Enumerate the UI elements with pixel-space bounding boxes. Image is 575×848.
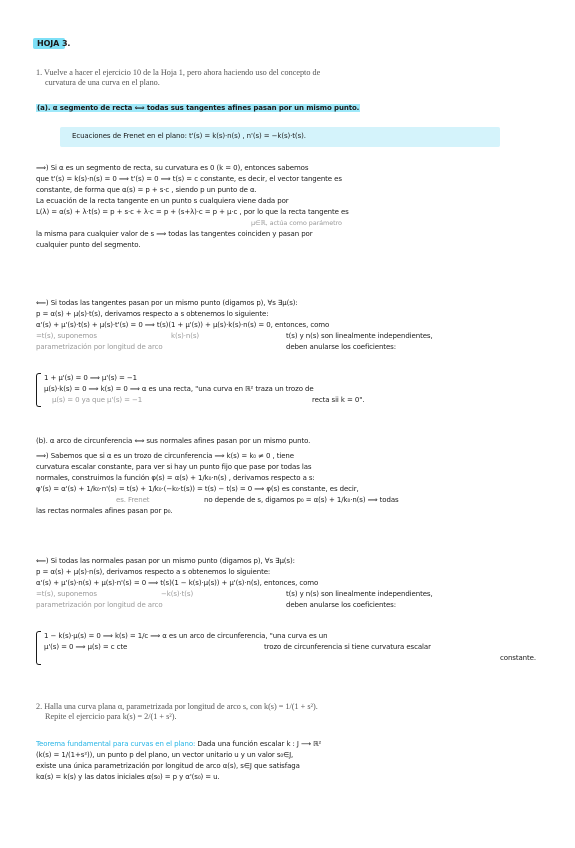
note-line — [44, 395, 548, 406]
note-line — [36, 589, 548, 600]
margin-note: −k(s)·t(s) — [161, 590, 194, 598]
text-line: L(λ) = α(s) + λ·t(s) = p + s·c + λ·c = p + (s+λ)·c = p + μ·c , por lo que la recta tangente es — [36, 208, 349, 216]
text-line: no depende de s, digamos p₀ = α(s) + 1/k₀·n(s) ⟹ todas — [204, 496, 399, 504]
note-line — [36, 331, 548, 342]
text-line: ⟹) Sabemos que si α es un trozo de circunferencia ⟹ k(s) = k₀ ≠ 0 , tiene — [36, 452, 294, 460]
part-b-title: (b). α arco de circunferencia ⟺ sus normales afines pasan por un mismo punto. — [36, 437, 311, 445]
margin-note: μ∈ℝ, actúa como parámetro — [251, 219, 342, 227]
text-line: constante, de forma que α(s) = p + s·c , siendo p un punto de α. — [36, 186, 257, 194]
part-a-title-text: (a). α segmento de recta ⟺ todas sus tangentes afines pasan por un mismo punto. — [37, 104, 360, 112]
theorem-label: Teorema fundamental para curvas en el plano: — [36, 740, 196, 748]
part-a-system — [44, 373, 548, 406]
text-line: ⟸) Si todas las normales pasan por un mismo punto (digamos p), ∀s ∃μ(s): — [36, 557, 295, 565]
equation-line: 1 − k(s)·μ(s) = 0 ⟹ k(s) = 1/c ⟹ α es un arco de circunferencia, "una curva es un — [44, 632, 328, 640]
part-a-forward — [36, 163, 548, 251]
margin-note: k(s)·n(s) — [171, 332, 200, 340]
text-line: ⟸) Si todas las tangentes pasan por un mismo punto (digamos p), ∀s ∃μ(s): — [36, 299, 298, 307]
text-line: p = α(s) + μ(s)·n(s), derivamos respecto a s obtenemos lo siguiente: — [36, 568, 271, 576]
text-line: ⟹) Si α es un segmento de recta, su curvatura es 0 (k = 0), entonces sabemos — [36, 164, 309, 172]
text-line: kα(s) = k(s) y las datos iniciales α(s₀) = p y α'(s₀) = u. — [36, 773, 220, 781]
part-b-system — [44, 631, 548, 664]
note-line — [44, 642, 548, 653]
equation-line: 1 + μ'(s) = 0 ⟹ μ'(s) = −1 — [44, 374, 138, 382]
exercise-2-prompt-line: Repite el ejercicio para k(s) = 2/(1 + s²). — [45, 712, 177, 721]
margin-note: μ(s) = 0 ya que μ'(s) = −1 — [52, 396, 143, 404]
text-line: α'(s) + μ'(s)·t(s) + μ(s)·t'(s) = 0 ⟹ t(s)(1 + μ'(s)) + μ(s)·k(s)·n(s) = 0, entonces, como — [36, 321, 330, 329]
text-line: t(s) y n(s) son linealmente independientes, — [286, 590, 433, 598]
text-line: normales, construimos la función φ(s) = α(s) + 1/k₀·n(s) , derivamos respecto a s: — [36, 474, 315, 482]
fundamental-theorem — [36, 739, 548, 783]
text-line: las rectas normales afines pasan por p₀. — [36, 507, 173, 515]
margin-note: es. Frenet — [116, 496, 150, 504]
system-brace — [36, 373, 41, 407]
exercise-2-prompt-line: 2. Halla una curva plana α, parametrizada por longitud de arco s, con k(s) = 1/(1 + s²). — [36, 702, 318, 711]
text-line: existe una única parametrización por longitud de arco α(s), s∈J que satisfaga — [36, 762, 300, 770]
note-line — [36, 342, 548, 353]
frenet-equations: Ecuaciones de Frenet en el plano: t'(s) = k(s)·n(s) , n'(s) = −k(s)·t(s). — [72, 132, 306, 140]
exercise-1-prompt-line: curvatura de una curva en el plano. — [45, 78, 160, 87]
note-line — [36, 495, 548, 506]
text-line: t(s) y n(s) son linealmente independientes, — [286, 332, 433, 340]
text-line: constante. — [500, 654, 536, 662]
exercise-2-prompt — [36, 702, 548, 722]
text-line: α'(s) + μ'(s)·n(s) + μ(s)·n'(s) = 0 ⟹ t(s)(1 − k(s)·μ(s)) + μ'(s)·n(s), entonces, como — [36, 579, 319, 587]
equation-line: μ(s)·k(s) = 0 ⟹ k(s) = 0 ⟹ α es una recta, "una curva en ℝ² traza un trozo de — [44, 385, 314, 393]
margin-note: =t(s), suponemos — [36, 590, 97, 598]
text-line: cualquier punto del segmento. — [36, 241, 141, 249]
text-line: (k(s) = 1/(1+s²)), un punto p del plano, un vector unitario u y un valor s₀∈J, — [36, 751, 294, 759]
page-title: HOJA 3. — [37, 39, 71, 48]
text-line: recta sii k = 0". — [312, 396, 365, 404]
note-line — [36, 600, 548, 611]
equation-line: μ'(s) = 0 ⟹ μ(s) = c cte — [44, 643, 128, 651]
exercise-1-prompt — [36, 68, 548, 88]
margin-note: =t(s), suponemos — [36, 332, 97, 340]
text-line: la misma para cualquier valor de s ⟹ todas las tangentes coinciden y pasan por — [36, 230, 313, 238]
part-b-backward — [36, 556, 548, 611]
part-a-title — [36, 103, 548, 114]
text-line: La ecuación de la recta tangente en un punto s cualquiera viene dada por — [36, 197, 289, 205]
part-a-backward — [36, 298, 548, 353]
system-brace — [36, 631, 41, 665]
margin-note: parametrización por longitud de arco — [36, 343, 163, 351]
text-line: p = α(s) + μ(s)·t(s), derivamos respecto a s obtenemos lo siguiente: — [36, 310, 269, 318]
theorem-first-line — [36, 739, 548, 750]
text-line: deben anularse los coeficientes: — [286, 343, 396, 351]
exercise-1-prompt-line: 1. Vuelve a hacer el ejercicio 10 de la Hoja 1, pero ahora haciendo uso del concepto de — [36, 68, 321, 77]
text-line: deben anularse los coeficientes: — [286, 601, 396, 609]
text-line: que t'(s) = k(s)·n(s) = 0 ⟹ t'(s) = 0 ⟹ t(s) = c constante, es decir, el vector tangente es — [36, 175, 342, 183]
text-line: Dada una función escalar k : J ⟶ ℝ² — [197, 740, 322, 748]
text-line: φ'(s) = α'(s) + 1/k₀·n'(s) = t(s) + 1/k₀·(−k₀·t(s)) = t(s) − t(s) = 0 ⟹ φ(s) es constante, es decir, — [36, 485, 359, 493]
text-line: curvatura escalar constante, para ver si hay un punto fijo que pase por todas las — [36, 463, 312, 471]
text-line: trozo de circunferencia si tiene curvatura escalar — [264, 643, 431, 651]
part-b-forward — [36, 451, 548, 517]
margin-note: parametrización por longitud de arco — [36, 601, 163, 609]
